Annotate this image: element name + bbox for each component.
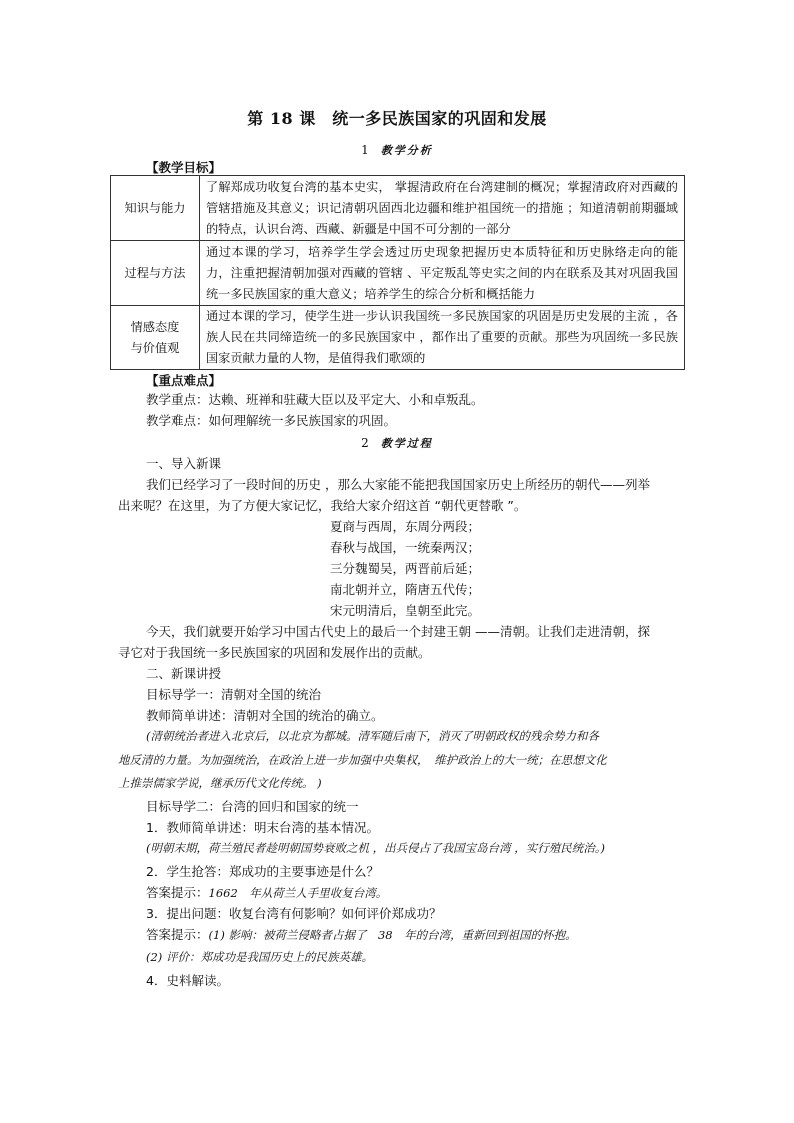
section-heading-process — [0, 435, 794, 451]
new-lesson-heading: 二、新课讲授 — [146, 666, 222, 681]
key-difficult-label: 【重点难点】 — [146, 373, 222, 388]
paragraph-line: 今天，我们就要开始学习中国古代史上的最后一个封建王朝 ——清朝。让我们走进清朝，探 — [146, 624, 650, 639]
row-key — [111, 306, 200, 370]
answer-prefix: 答案提示： — [146, 927, 209, 942]
list-item: 2．学生抢答：郑成功的主要事迹是什么？ — [146, 864, 379, 879]
paragraph-line: 寻它对于我国统一多民族国家的巩固和发展作出的贡献。 — [118, 645, 431, 660]
section-text: 教学过程 — [380, 437, 433, 450]
poem-line: 三分魏蜀吴，两晋前后延； — [330, 561, 481, 576]
section-number: 1 — [361, 143, 369, 157]
answer-text: (2) 评价：郑成功是我国历史上的民族英雄。 — [146, 950, 373, 964]
paragraph-note: (清朝统治者进入北京后，以北京为都城。清军随后南下，消灭了明朝政权的残余势力和各 — [146, 729, 599, 743]
poem-line: 南北朝并立，隋唐五代传； — [330, 582, 481, 597]
answer-text: 1662 年从荷兰人手里收复台湾。 — [208, 886, 388, 900]
section-text: 教学分析 — [380, 144, 433, 157]
paragraph-note: (明朝末期，荷兰殖民者趁明朝国势衰败之机 ，出兵侵占了我国宝岛台湾 ，实行殖民统治。) — [146, 841, 606, 855]
paragraph-note: 地反清的力量。为加强统治，在政治上进一步加强中央集权， 维护政治上的大一统；在思想文化 — [118, 753, 607, 767]
section-heading-analysis — [0, 142, 794, 158]
section-number: 2 — [361, 436, 369, 450]
table-row — [111, 306, 685, 370]
poem-line: 夏商与西周，东周分两段； — [330, 519, 481, 534]
answer-text: (1) 影响：被荷兰侵略者占据了 38 年的台湾，重新回到祖国的怀抱。 — [208, 928, 577, 942]
row-key-line: 情感态度 — [130, 319, 180, 334]
paragraph-note: 上推崇儒家学说，继承历代文化传统。 ) — [118, 776, 322, 790]
answer-hint — [146, 882, 387, 904]
row-value: 通过本课的学习，使学生进一步认识我国统一多民族国家的巩固是历史发展的主流 ，各族人民在共同缔造统一的多民族国家中 ，都作出了重要的贡献。那些为巩固统一多民族国家贡献力量的人物，是值得我们歌颂的 — [200, 306, 685, 370]
list-item: 4．史料解读。 — [146, 973, 229, 988]
row-key: 知识与能力 — [111, 176, 200, 241]
answer-hint — [146, 924, 577, 946]
goal-heading: 目标导学二：台湾的回归和国家的统一 — [146, 799, 359, 814]
key-point-text: 教学重点：达赖、班禅和驻藏大臣以及平定大、小和卓叛乱。 — [146, 392, 484, 407]
paragraph-line: 出来呢？在这里，为了方便大家记忆，我给大家介绍这首 “朝代更替歌 ”。 — [118, 498, 527, 513]
poem-line: 春秋与战国，一统秦两汉； — [330, 540, 481, 555]
goals-label: 【教学目标】 — [146, 160, 222, 175]
row-key-line: 与价值观 — [130, 340, 180, 355]
row-value: 通过本课的学习，培养学生学会透过历史现象把握历史本质特征和历史脉络走向的能力，注重把握清朝加强对西藏的管辖 、平定叛乱等史实之间的内在联系及其对巩固我国统一多民族国家的重大意义；培养学生的综合分析和概括能力 — [200, 241, 685, 306]
answer-prefix: 答案提示： — [146, 885, 209, 900]
list-item: 3．提出问题：收复台湾有何影响？如何评价郑成功？ — [146, 906, 442, 921]
paragraph-line: 我们已经学习了一段时间的历史 ，那么大家能不能把我国国家历史上所经历的朝代——列举 — [146, 477, 650, 492]
teaching-goals-table — [110, 175, 685, 370]
lesson-title: 第 18 课 统一多民族国家的巩固和发展 — [247, 109, 547, 128]
table-row — [111, 176, 685, 241]
intro-heading: 一、导入新课 — [146, 456, 222, 471]
table-row — [111, 241, 685, 306]
teacher-note: 教师简单讲述：清朝对全国的统治的确立。 — [146, 708, 384, 723]
poem-line: 宋元明清后，皇朝至此完。 — [330, 603, 481, 618]
difficult-point-text: 教学难点：如何理解统一多民族国家的巩固。 — [146, 413, 397, 428]
row-value: 了解郑成功收复台湾的基本史实， 掌握清政府在台湾建制的概况；掌握清政府对西藏的管辖措施及其意义；识记清朝巩固西北边疆和维护祖国统一的措施 ；知道清朝前期疆域的特点，认识台湾、西藏、新疆是中国不可分割的一部分 — [200, 176, 685, 241]
list-item: 1．教师简单讲述：明末台湾的基本情况。 — [146, 820, 379, 835]
goal-heading: 目标导学一：清朝对全国的统治 — [146, 687, 322, 702]
row-key: 过程与方法 — [111, 241, 200, 306]
